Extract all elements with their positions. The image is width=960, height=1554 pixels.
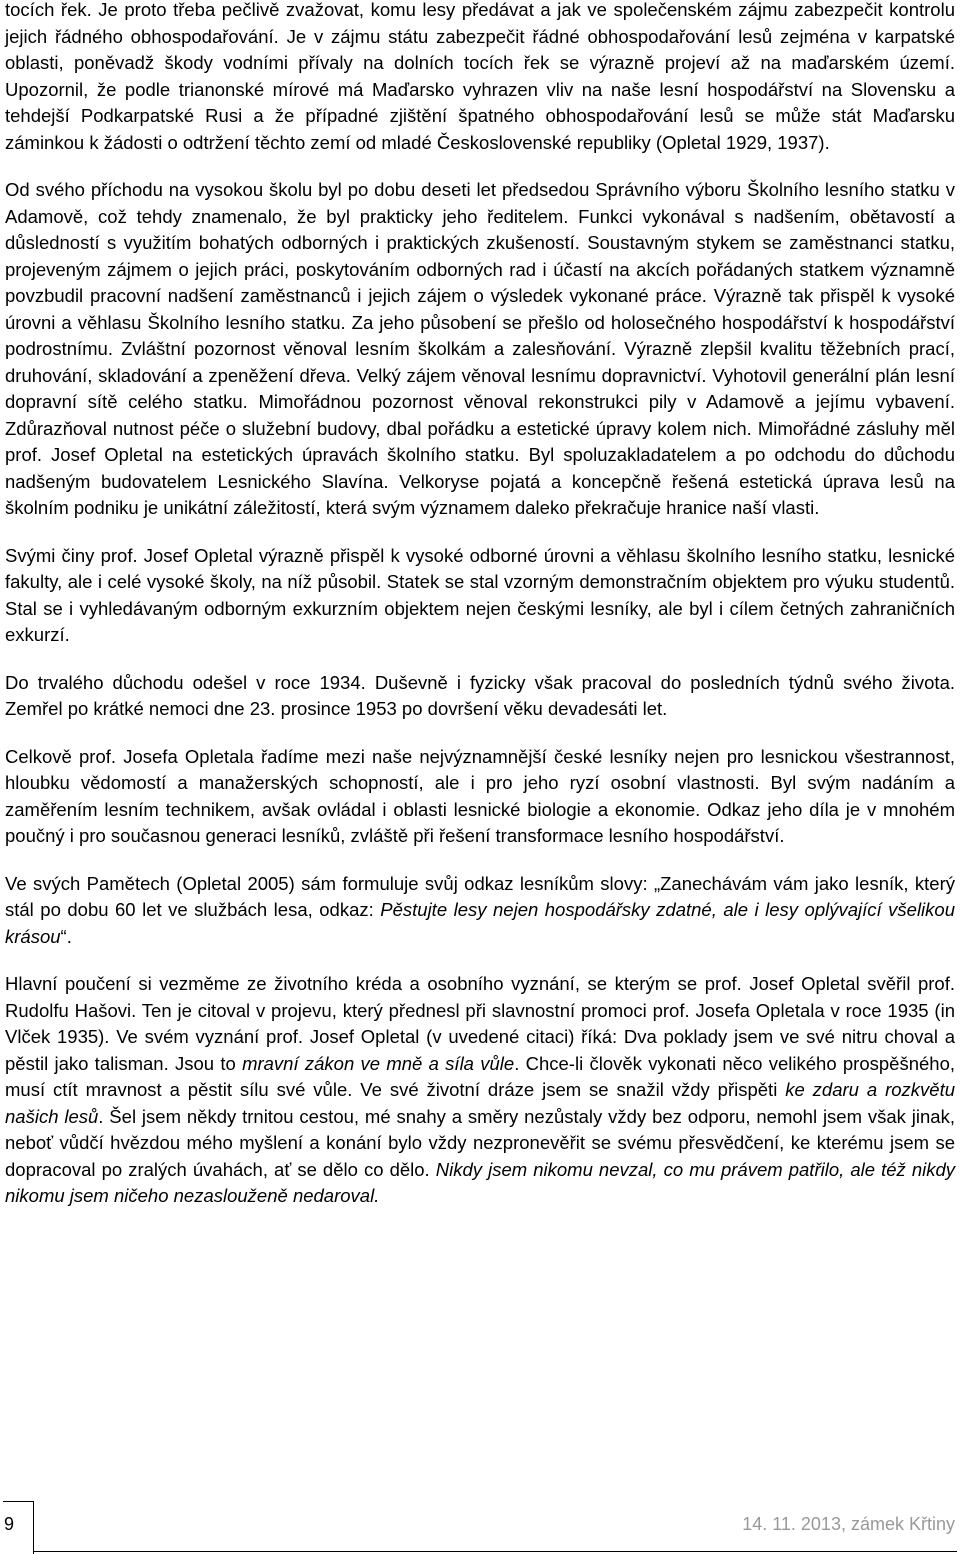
article-body <box>5 0 955 1231</box>
page-number: 9 <box>4 1514 15 1534</box>
page-footer <box>0 1497 960 1553</box>
paragraph-text: . Chce-li člověk vykonati něco velikého prospěšného, musí ctít mravnost a pěstit sílu své vůle. Ve své životní dráze jsem se snažil vždy přispěti <box>5 1052 955 1100</box>
paragraph <box>5 871 955 951</box>
paragraph <box>5 971 955 1210</box>
paragraph-text: “. <box>60 925 72 947</box>
paragraph-text: tocích řek. Je proto třeba pečlivě zvažovat, komu lesy předávat a jak ve společenském zájmu zabezpečit kontrolu jejich řádného obhospodařování. Je v zájmu státu zabezpečit řádné obhospodařování lesů zejména v karpatské oblasti, poněvadž škody vodními přívaly na dolních tocích řek se výrazně projeví až na maďarském území. Upozornil, že podle trianonské mírové má Maďarsko vyhrazen vliv na naše lesní hospodářství na Slovensku a tehdejší Podkarpatské Rusi a že případné zjištění špatného obhospodařování lesů se může stát Maďarsku záminkou k žádosti o odtržení těchto zemí od mladé Československé republiky (Opletal 1929, 1937). <box>5 0 955 153</box>
paragraph-text: Ve svých Pamětech (Opletal 2005) sám formuluje svůj odkaz lesníkům slovy: „Zanechávám vám jako lesník, který stál po dobu 60 let ve službách lesa, odkaz: <box>5 872 955 920</box>
paragraph-text: Od svého příchodu na vysokou školu byl po dobu deseti let předsedou Správního výboru Školního lesního statku v Adamově, což tehdy znamenalo, že byl prakticky jeho ředitelem. Funkci vykonával s nadšením, obětavostí a důsledností s využitím bohatých odborných i praktických zkušeností. Soustavným stykem se zaměstnanci statku, projeveným zájmem o jejich práci, poskytováním odborných rad i účastí na akcích pořádaných statkem významně povzbudil pracovní nadšení zaměstnanců i jejich zájem o výsledek vykonané práce. Výrazně tak přispěl k vysoké úrovni a věhlasu Školního lesního statku. Za jeho působení se přešlo od holosečného hospodářství k hospodářství podrostnímu. Zvláštní pozornost věnoval lesním školkám a zalesňování. Výrazně zlepšil kvalitu těžebních prací, druhování, skladování a zpeněžení dřeva. Velký zájem věnoval lesnímu dopravnictví. Vyhotovil generální plán lesní dopravní sítě celého statku. Mimořádnou pozornost věnoval rekonstrukci pily v Adamově a jejímu vybavení. Zdůrazňoval nutnost péče o služební budovy, dbal pořádku a estetické úpravy kolem nich. Mimořádné zásluhy měl prof. Josef Opletal na estetických úpravách školního statku. Byl spoluzakladatelem a po odchodu do důchodu nadšeným budovatelem Lesnického Slavína. Velkoryse pojatá a koncepčně řešená estetická úprava lesů na školním podniku je unikátní záležitostí, která svým významem daleko překračuje hranice naší vlasti. <box>5 179 955 518</box>
italic-text: Nikdy jsem nikomu nevzal, co mu právem patřilo, ale též nikdy nikomu jsem ničeho nezaslouženě nedaroval. <box>5 1158 956 1206</box>
paragraph <box>5 543 955 649</box>
paragraph-text: Svými činy prof. Josef Opletal výrazně přispěl k vysoké odborné úrovni a věhlasu školního lesního statku, lesnické fakulty, ale i celé vysoké školy, na níž působil. Statek se stal vzorným demonstračním objektem pro výuku studentů. Stal se i vyhledávaným odborným exkurzním objektem nejen českými lesníky, ale byl i cílem četných zahraničních exkurzí. <box>5 544 955 645</box>
paragraph-text: . Šel jsem někdy trnitou cestou, mé snahy a směry nezůstaly vždy bez odporu, nemohl jsem však jinak, neboť vůdčí hvězdou mého myšlení a konání bylo vždy nezpronevěřit se svému přesvědčení, ke kterému jsem se dopracoval po zralých úvahách, ať se dělo co dělo. <box>5 1105 955 1180</box>
italic-text: mravní zákon ve mně a síla vůle <box>242 1052 515 1074</box>
footer-rule <box>33 1551 957 1552</box>
paragraph <box>5 177 955 522</box>
paragraph <box>5 670 955 723</box>
paragraph-text: Hlavní poučení si vezměme ze životního kréda a osobního vyznání, se kterým se prof. Josef Opletal svěřil prof. Rudolfu Hašovi. Ten je citoval v projevu, který přednesl při slavnostní promoci prof. Josefa Opletala v roce 1935 (in Vlček 1935). Ve svém vyznání prof. Josef Opletal (v uvedené citaci) říká: Dva poklady jsem ve své nitru choval a pěstil jako talisman. Jsou to <box>5 973 955 1074</box>
paragraph-text: Do trvalého důchodu odešel v roce 1934. Duševně i fyzicky však pracoval do posledních týdnů svého života. Zemřel po krátké nemoci dne 23. prosince 1953 po dovršení věku devadesáti let. <box>5 671 955 719</box>
italic-text: Pěstujte lesy nejen hospodářsky zdatné, ale i lesy oplývající všelikou krásou <box>5 899 955 947</box>
paragraph-text: Celkově prof. Josefa Opletala řadíme mezi naše nejvýznamnější české lesníky nejen pro lesnickou všestrannost, hloubku vědomostí a manažerských schopností, ale i pro jeho ryzí osobní vlastnosti. Byl svým nadáním a zaměřením lesním technikem, avšak ovládal i oblasti lesnické biologie a ekonomie. Odkaz jeho díla je v mnohém poučný i pro současnou generaci lesníků, zvláště při řešení transformace lesního hospodářství. <box>5 745 955 846</box>
paragraph <box>5 0 955 156</box>
footer-event-info: 14. 11. 2013, zámek Křtiny <box>742 1514 955 1534</box>
paragraph <box>5 744 955 850</box>
italic-text: ke zdaru a rozkvětu našich lesů <box>5 1079 955 1127</box>
